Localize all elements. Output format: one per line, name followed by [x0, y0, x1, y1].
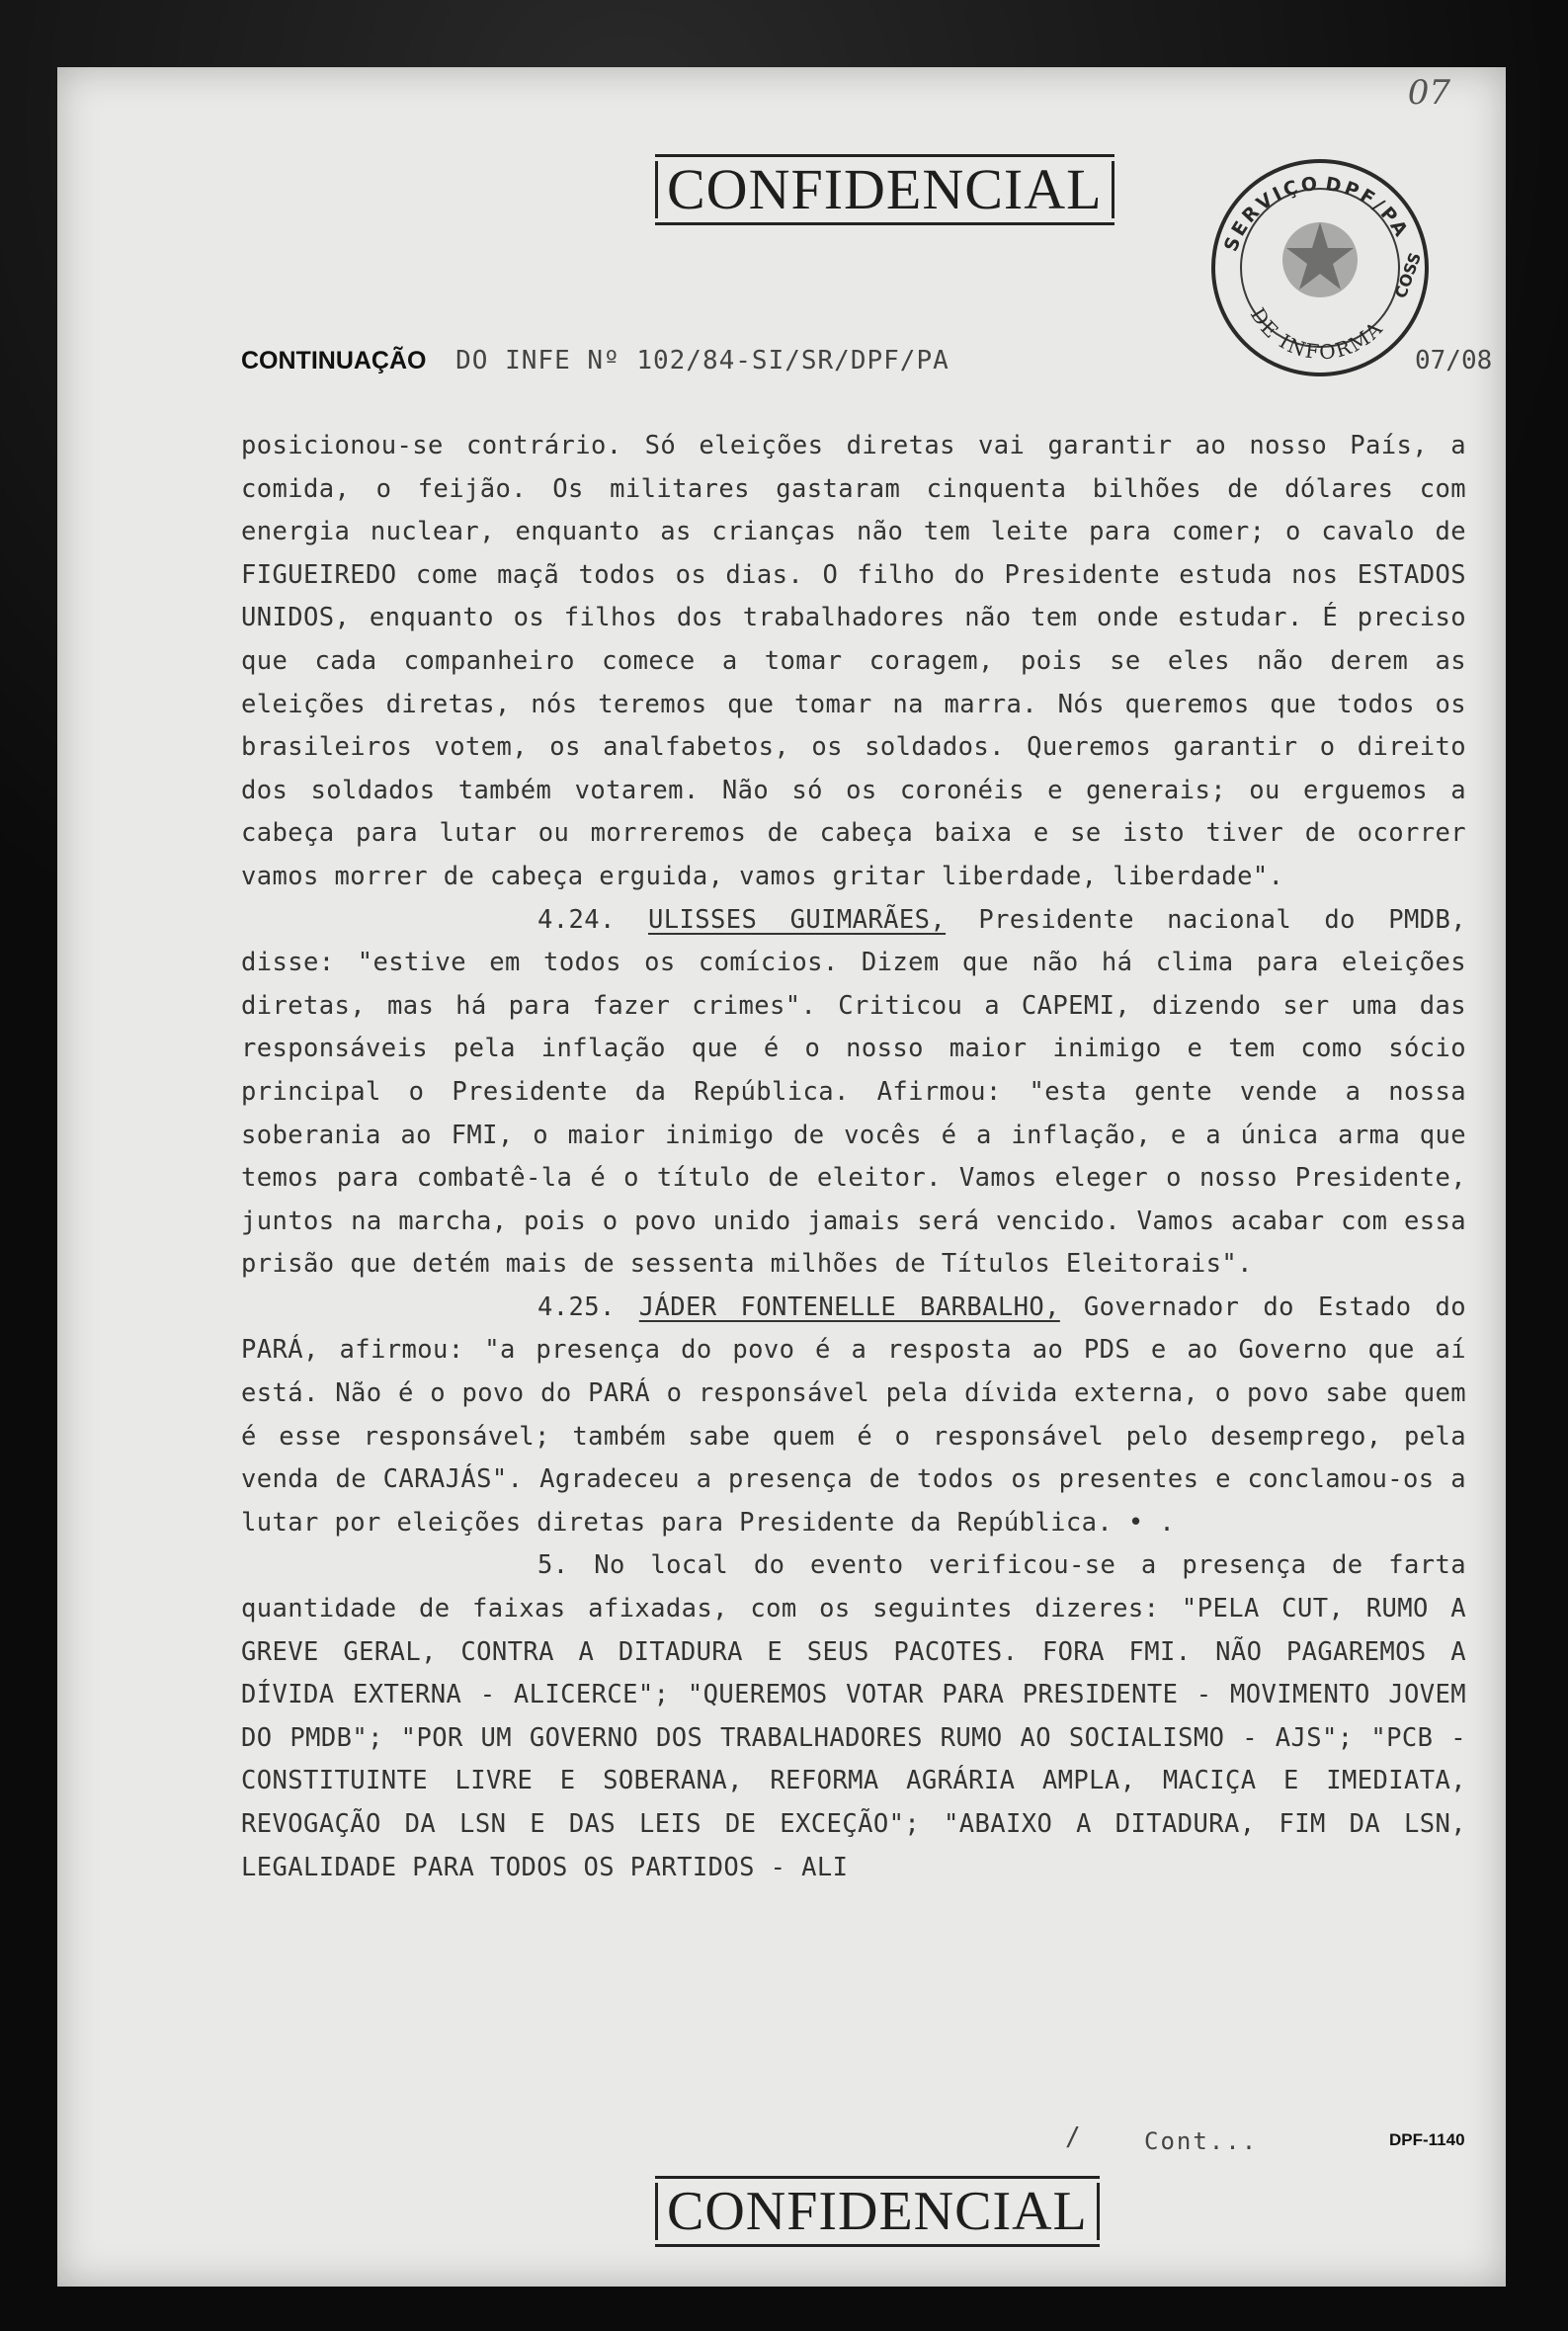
paragraph-opening	[241, 425, 1466, 899]
form-code: DPF-1140	[1389, 2130, 1465, 2149]
paragraph-4-25	[241, 1287, 1466, 1545]
document-body	[241, 425, 1466, 1889]
paragraph-text: Presidente nacional do PMDB, disse: "estive em todos os comícios. Dizem que não há clima para eleições diretas, mas há para fazer crimes". Criticou a CAPEMI, dizendo ser uma das responsáveis pela inflação que é o nosso maior inimigo e tem como sócio principal o Presidente da República. Afirmou: "esta gente vende a nossa soberania ao FMI, o maior inimigo de vocês é a inflação, e a única arma que temos para combatê-la é o título de eleitor. Vamos eleger o nosso Presidente, juntos na marcha, pois o povo unido jamais será vencido. Vamos acabar com essa prisão que detém mais de sessenta milhões de Títulos Eleitorais".	[241, 904, 1466, 1280]
continuation-header	[241, 346, 1493, 375]
confidential-stamp-bottom: CONFIDENCIAL	[655, 2176, 1100, 2247]
paragraph-5	[241, 1544, 1466, 1889]
seal-text-right: COSS	[1390, 250, 1426, 301]
paragraph-number: 5.	[537, 1550, 569, 1581]
confidential-stamp-top: CONFIDENCIAL	[655, 154, 1114, 225]
seal-text-top-right: DPF/PA	[1323, 173, 1414, 243]
speaker-name: ULISSES GUIMARÃES,	[648, 904, 947, 935]
seal-text-top: SERVIÇO	[1219, 172, 1322, 255]
speaker-name: JÁDER FONTENELLE BARBALHO,	[638, 1291, 1060, 1322]
paragraph-4-24	[241, 899, 1466, 1287]
paragraph-number: 4.25.	[537, 1291, 616, 1322]
seal-text-bottom: DE INFORMA	[1245, 303, 1388, 365]
page-number: 07	[1407, 73, 1450, 113]
document-page	[57, 67, 1506, 2287]
paragraph-number: 4.24.	[537, 904, 616, 935]
paragraph-text: posicionou-se contrário. Só eleições diretas vai garantir ao nosso País, a comida, o feijão. Os militares gastaram cinquenta bilhões de dólares com energia nuclear, enquanto as crianças não tem leite para comer; o cavalo de FIGUEIREDO come maçã todos os dias. O filho do Presidente estuda nos ESTADOS UNIDOS, enquanto os filhos dos trabalhadores não tem onde estudar. É preciso que cada companheiro comece a tomar coragem, pois se eles não derem as eleições diretas, nós teremos que tomar na marra. Nós queremos que todos os brasileiros votem, os analfabetos, os soldados. Queremos garantir o direito dos soldados também votarem. Não só os coronéis e generais; ou erguemos a cabeça para lutar ou morreremos de cabeça baixa e se isto tiver de ocorrer vamos morrer de cabeça erguida, vamos gritar liberdade, liberdade".	[241, 431, 1466, 891]
paragraph-text: No local do evento verificou-se a presença de farta quantidade de faixas afixadas, com os seguintes dizeres: "PELA CUT, RUMO A GREVE GERAL, CONTRA A DITADURA E SEUS PACOTES. FORA FMI. NÃO PAGAREMOS A DÍVIDA EXTERNA - ALICERCE"; "QUEREMOS VOTAR PARA PRESIDENTE - MOVIMENTO JOVEM DO PMDB"; "POR UM GOVERNO DOS TRABALHADORES RUMO AO SOCIALISMO - AJS"; "PCB - CONSTITUINTE LIVRE E SOBERANA, REFORMA AGRÁRIA AMPLA, MACIÇA E IMEDIATA, REVOGAÇÃO DA LSN E DAS LEIS DE EXCEÇÃO"; "ABAIXO A DITADURA, FIM DA LSN, LEGALIDADE PARA TODOS OS PARTIDOS - ALI	[241, 1550, 1466, 1882]
continuation-note: Cont...	[1144, 2127, 1259, 2155]
margin-mark: /	[1065, 2123, 1081, 2152]
report-reference: DO INFE Nº 102/84-SI/SR/DPF/PA	[455, 346, 949, 375]
continuation-label: CONTINUAÇÃO	[241, 347, 427, 375]
page-fraction: 07/08	[1415, 346, 1493, 375]
paragraph-text: Governador do Estado do PARÁ, afirmou: "a presença do povo é a resposta ao PDS e ao Governo que aí está. Não é o povo do PARÁ o responsável pela dívida externa, o povo sabe quem é esse responsável; também sabe quem é o responsável pelo desemprego, pela venda de CARAJÁS". Agradeceu a presença de todos os presentes e conclamou-os a lutar por eleições diretas para Presidente da República. • .	[241, 1291, 1466, 1538]
